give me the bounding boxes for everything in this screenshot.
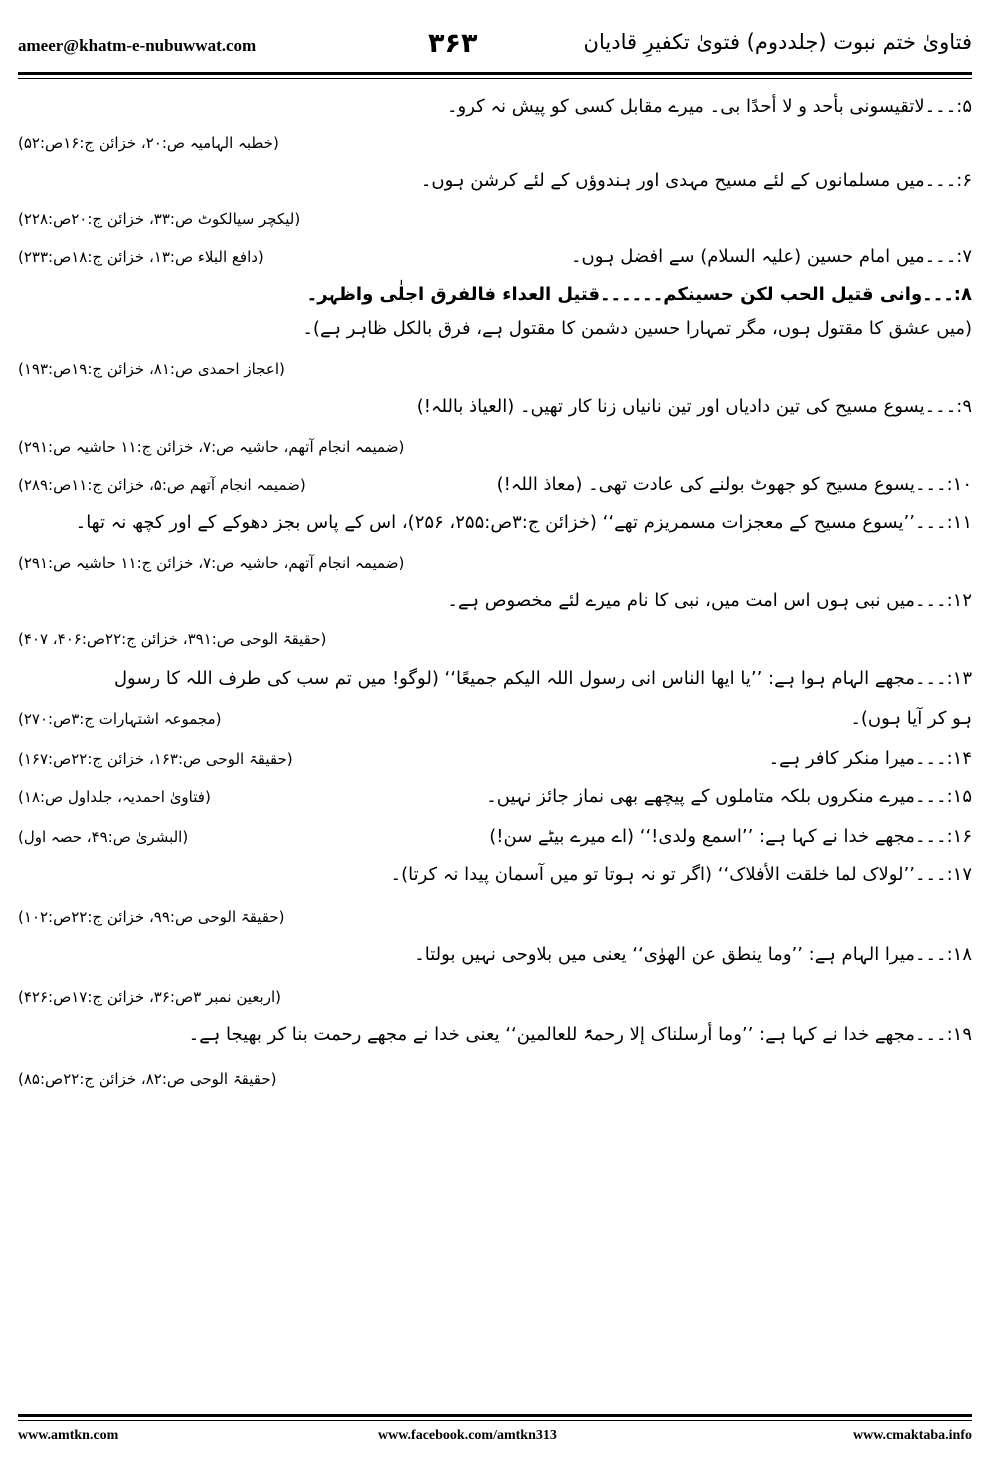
text-line — [18, 1064, 972, 1100]
text-line — [18, 242, 972, 278]
text-line — [18, 204, 972, 240]
text-line — [18, 902, 972, 938]
citation-reference: (ضمیمہ انجام آتھم، حاشیہ ص:۷، خزائن ج:۱۱ حاشیہ ص:۲۹۱) — [18, 554, 405, 572]
citation-reference: (اعجاز احمدی ص:۸۱، خزائن ج:۱۹ص:۱۹۳) — [18, 360, 285, 378]
text-line — [18, 166, 972, 202]
line-text: ۱۰:۔۔۔یسوع مسیح کو جھوٹ بولنے کی عادت تھی۔ (معاذ اللہ!) — [496, 474, 972, 495]
line-text: ۷:۔۔۔میں امام حسین (علیہ السلام) سے افضل ہوں۔ — [570, 246, 972, 267]
citation-reference: (ضمیمہ انجام آتھم، حاشیہ ص:۷، خزائن ج:۱۱ حاشیہ ص:۲۹۱) — [18, 438, 405, 456]
citation-reference: (حقیقۃ الوحی ص:۹۹، خزائن ج:۲۲ص:۱۰۲) — [18, 908, 285, 926]
citation-reference: (ضمیمہ انجام آتھم ص:۵، خزائن ج:۱۱ص:۲۸۹) — [18, 476, 306, 494]
page-footer — [18, 1428, 972, 1452]
citation-reference: (حقیقۃ الوحی ص:۱۶۳، خزائن ج:۲۲ص:۱۶۷) — [18, 750, 293, 768]
text-line — [18, 624, 972, 660]
line-text: ۵:۔۔۔لاتقیسونی بأحد و لا أحدًا بی۔ میرے مقابل کسی کو پیش نہ کرو۔ — [447, 96, 972, 117]
text-line — [18, 432, 972, 468]
line-text: ۱۴:۔۔۔میرا منکر کافر ہے۔ — [768, 748, 972, 769]
line-text: ۱۷:۔۔۔’’لولاک لما خلقت الأفلاک‘‘ (اگر تو نہ ہوتا تو میں آسمان پیدا نہ کرتا)۔ — [390, 864, 972, 885]
footer-divider — [18, 1414, 972, 1417]
line-text: ہو کر آیا ہوں)۔ — [850, 708, 972, 729]
line-text: ۶:۔۔۔میں مسلمانوں کے لئے مسیح مہدی اور ہندوؤں کے لئے کرشن ہوں۔ — [420, 170, 972, 191]
text-line — [18, 860, 972, 896]
text-line — [18, 548, 972, 584]
citation-reference: (اربعین نمبر ۳ص:۳۶، خزائن ج:۱۷ص:۴۲۶) — [18, 988, 281, 1006]
page-number: ۳۶۳ — [428, 28, 478, 59]
citation-reference: (خطبہ الہامیہ ص:۲۰، خزائن ج:۱۶ص:۵۲) — [18, 134, 279, 152]
text-line — [18, 704, 972, 740]
text-line — [18, 470, 972, 506]
line-text: ۹:۔۔۔یسوع مسیح کی تین دادیاں اور تین نانیاں زنا کار تھیں۔ (العیاذ باللہ!) — [416, 396, 972, 417]
text-line — [18, 508, 972, 544]
text-line — [18, 354, 972, 390]
text-line — [18, 92, 972, 128]
line-text: ۱۶:۔۔۔مجھے خدا نے کہا ہے: ’’اسمع ولدی!‘‘ (اے میرے بیٹے سن!) — [489, 826, 972, 847]
text-line — [18, 586, 972, 622]
citation-reference: (حقیقۃ الوحی ص:۸۲، خزائن ج:۲۲ص:۸۵) — [18, 1070, 277, 1088]
text-line — [18, 822, 972, 858]
line-text: ۱۸:۔۔۔میرا الہام ہے: ’’وما ینطق عن الھوٰی‘‘ یعنی میں بلاوحی نہیں بولتا۔ — [414, 944, 972, 965]
text-line — [18, 392, 972, 428]
citation-reference: (فتاویٰ احمدیہ، جلداول ص:۱۸) — [18, 788, 211, 806]
book-title: فتاویٰ ختم نبوت (جلددوم) فتویٰ تکفیرِ قادیان — [583, 30, 972, 54]
citation-reference: (لیکچر سیالکوٹ ص:۳۳، خزائن ج:۲۰ص:۲۲۸) — [18, 210, 301, 228]
text-line — [18, 280, 972, 316]
page-body — [18, 92, 972, 1392]
text-line — [18, 664, 972, 700]
line-text: (میں عشق کا مقتول ہوں، مگر تمہارا حسین دشمن کا مقتول ہے، فرق بالکل ظاہر ہے)۔ — [302, 318, 972, 339]
text-line — [18, 782, 972, 818]
line-text: ۱۱:۔۔۔’’یسوع مسیح کے معجزات مسمریزم تھے‘‘ (خزائن ج:۳ص:۲۵۵، ۲۵۶)، اس کے پاس بجز دھوکے کے اور کچھ نہ تھا۔ — [75, 512, 972, 533]
line-text: ۱۵:۔۔۔میرے منکروں بلکہ متاملوں کے پیچھے بھی نماز جائز نہیں۔ — [486, 786, 972, 807]
text-line — [18, 940, 972, 976]
line-text: ۸:۔۔۔وانی قتیل الحب لکن حسینکم۔۔۔۔۔۔قتیل العداء فالفرق اجلٰی واظہر۔ — [306, 284, 972, 305]
citation-reference: (البشریٰ ص:۴۹، حصہ اول) — [18, 828, 189, 846]
text-line — [18, 982, 972, 1018]
text-line — [18, 744, 972, 780]
header-divider-thin — [18, 78, 972, 79]
line-text: ۱۹:۔۔۔مجھے خدا نے کہا ہے: ’’وما أرسلناک إلا رحمۃً للعالمین‘‘ یعنی خدا نے مجھے رحمت بنا کر بھیجا ہے۔ — [188, 1024, 972, 1045]
line-text: ۱۲:۔۔۔میں نبی ہوں اس امت میں، نبی کا نام میرے لئے مخصوص ہے۔ — [447, 590, 972, 611]
citation-reference: (حقیقۃ الوحی ص:۳۹۱، خزائن ج:۲۲ص:۴۰۶، ۴۰۷) — [18, 630, 327, 648]
citation-reference: (مجموعہ اشتہارات ج:۳ص:۲۷۰) — [18, 710, 222, 728]
text-line — [18, 314, 972, 350]
page-header — [18, 28, 972, 68]
line-text: ۱۳:۔۔۔مجھے الہام ہوا ہے: ’’یا ایھا الناس انی رسول اللہ الیکم جمیعًا‘‘ (لوگو! میں تم سب کی طرف اللہ کا رسول — [113, 668, 972, 689]
footer-link-amtkn[interactable]: www.amtkn.com — [18, 1428, 119, 1443]
text-line — [18, 1020, 972, 1056]
header-email[interactable]: ameer@khatm-e-nubuwwat.com — [18, 36, 257, 55]
text-line — [18, 128, 972, 164]
footer-divider-thin — [18, 1420, 972, 1421]
footer-link-cmaktaba[interactable]: www.cmaktaba.info — [852, 1428, 972, 1443]
header-divider — [18, 72, 972, 75]
citation-reference: (دافع البلاء ص:۱۳، خزائن ج:۱۸ص:۲۳۳) — [18, 248, 264, 266]
footer-link-facebook[interactable]: www.facebook.com/amtkn313 — [378, 1428, 557, 1443]
